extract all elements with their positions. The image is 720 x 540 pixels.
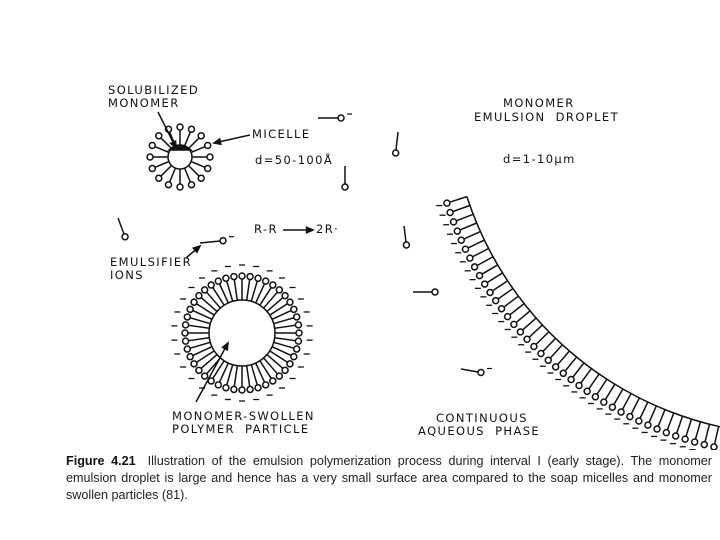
particle-surfactant-head <box>270 282 276 288</box>
droplet-surfactant-tail <box>504 296 518 307</box>
droplet-surfactant-head <box>487 289 493 295</box>
particle-surfactant-tail <box>207 292 221 308</box>
droplet-surfactant-tail <box>667 413 673 430</box>
free-emulsifier-head <box>220 238 226 244</box>
particle-surfactant-tail <box>274 318 294 324</box>
particle-surfactant-head <box>215 278 221 284</box>
particle-surfactant-tail <box>274 342 294 348</box>
particle-surfactant-head <box>208 282 214 288</box>
micelle-surfactant-tail <box>170 168 176 182</box>
droplet-surfactant-head <box>654 426 660 432</box>
droplet-surfactant-tail <box>477 257 493 266</box>
caption-text: Illustration of the emulsion polymerization process during interval I (early stage). The monomer emulsion droplet is large and hence has a very small surface area compared to the soap micelles and monomer swollen particles (81). <box>66 454 712 502</box>
particle-surfactant-tail <box>264 292 278 308</box>
droplet-surfactant-tail <box>581 369 592 384</box>
droplet-surfactant-tail <box>453 205 470 211</box>
droplet-surfactant-head <box>467 255 473 261</box>
droplet-surfactant-tail <box>516 311 530 323</box>
particle-surfactant-tail <box>190 342 210 348</box>
droplet-surfactant-head <box>444 200 450 206</box>
polymer-particle-label-line1: MONOMER-SWOLLEN <box>172 409 315 423</box>
droplet-surfactant-head <box>538 350 544 356</box>
free-emulsifier-head <box>338 115 344 121</box>
droplet-surfactant-head <box>462 246 468 252</box>
droplet-surfactant-head <box>584 388 590 394</box>
micelle-surfactant-head <box>147 154 153 160</box>
micelle-surfactant-head <box>166 182 172 188</box>
free-emulsifier-tail <box>200 241 220 243</box>
droplet-surfactant-head <box>458 237 464 243</box>
droplet-surfactant-head <box>636 418 642 424</box>
droplet-surfactant-tail <box>464 232 480 239</box>
droplet-surfactant-head <box>447 210 453 216</box>
particle-surfactant-tail <box>251 281 257 301</box>
particle-surfactant-head <box>294 346 300 352</box>
particle-surfactant-tail <box>267 298 283 312</box>
particle-surfactant-tail <box>190 318 210 324</box>
micelle-size-label: d=50-100Å <box>255 153 334 167</box>
free-emulsifier-tail <box>396 132 398 150</box>
emulsifier-ions-label-line2: IONS <box>110 268 144 282</box>
micelle-surfactant-tail <box>191 147 205 153</box>
droplet-surfactant-head <box>511 321 517 327</box>
free-emulsifier-head <box>342 184 348 190</box>
particle-surfactant-head <box>223 275 229 281</box>
solubilized-monomer-label-line1: SOLUBILIZED <box>108 83 200 97</box>
particle-surfactant-head <box>182 330 188 336</box>
particle-surfactant-tail <box>275 325 296 328</box>
droplet-surfactant-head <box>505 314 511 320</box>
monomer-swollen-polymer-particle <box>171 265 312 401</box>
particle-surfactant-head <box>263 278 269 284</box>
particle-surfactant-head <box>231 274 237 280</box>
micelle-surfactant-tail <box>185 168 191 182</box>
droplet-surfactant-tail <box>677 416 683 433</box>
polymer-particle-label-line2: POLYMER PARTICLE <box>172 422 310 436</box>
micelle-surfactant-head <box>198 175 204 181</box>
particle-surfactant-head <box>291 306 297 312</box>
micelle-surfactant-head <box>149 165 155 171</box>
particle-surfactant-head <box>223 385 229 391</box>
reaction-product-label: 2R· <box>316 222 340 236</box>
droplet-surfactant-tail <box>623 394 632 410</box>
free-emulsifier-head <box>478 370 484 376</box>
aqueous-phase-label-line2: AQUEOUS PHASE <box>418 424 541 438</box>
particle-surfactant-head <box>295 322 301 328</box>
droplet-surfactant-head <box>568 377 574 383</box>
droplet-surfactant-tail <box>456 214 473 220</box>
droplet-label-line2: EMULSION DROPLET <box>474 110 619 124</box>
micelle-surfactant-tail <box>185 132 191 146</box>
free-emulsifier-tail <box>118 218 124 234</box>
particle-surfactant-head <box>184 346 190 352</box>
particle-surfactant-head <box>183 338 189 344</box>
particle-surfactant-head <box>196 367 202 373</box>
droplet-surfactant-tail <box>523 318 537 330</box>
particle-surfactant-tail <box>227 281 233 301</box>
particle-surfactant-head <box>239 273 245 279</box>
droplet-surfactant-tail <box>696 422 701 439</box>
particle-surfactant-head <box>263 382 269 388</box>
particle-surfactant-head <box>191 299 197 305</box>
micelle-surfactant-head <box>149 143 155 149</box>
droplet-surfactant-head <box>477 273 483 279</box>
figure-caption <box>66 453 712 504</box>
droplet-surfactant-tail <box>705 424 709 441</box>
droplet-surfactant-head <box>493 298 499 304</box>
droplet-surfactant-head <box>618 409 624 415</box>
droplet-surfactant-head <box>560 370 566 376</box>
micelle-surfactant-head <box>198 133 204 139</box>
particle-surfactant-tail <box>275 338 296 341</box>
particle-core <box>209 300 275 366</box>
droplet-surfactant-tail <box>550 345 562 358</box>
particle-surfactant-head <box>247 386 253 392</box>
particle-surfactant-head <box>196 293 202 299</box>
micelle-surfactant-tail <box>155 147 169 153</box>
micelle-surfactant-tail <box>188 165 199 176</box>
particle-surfactant-tail <box>234 280 237 301</box>
micelle-label: MICELLE <box>252 127 311 141</box>
free-emulsifier-tail <box>404 226 406 242</box>
droplet-surfactant-tail <box>686 419 691 436</box>
polymer-particle-pointer-head <box>223 343 228 350</box>
particle-surfactant-head <box>202 287 208 293</box>
particle-surfactant-head <box>202 373 208 379</box>
free-emulsifier-head <box>403 242 409 248</box>
droplet-surfactant-head <box>517 329 523 335</box>
particle-surfactant-head <box>291 354 297 360</box>
micelle-pointer-head <box>214 139 221 144</box>
droplet-surfactant-head <box>673 433 679 439</box>
droplet-surfactant-tail <box>460 223 477 230</box>
droplet-surfactant-head <box>592 394 598 400</box>
droplet-surfactant-tail <box>565 357 576 371</box>
droplet-label-line1: MONOMER <box>503 96 575 110</box>
particle-surfactant-head <box>183 322 189 328</box>
particle-surfactant-tail <box>234 366 237 387</box>
particle-surfactant-head <box>231 386 237 392</box>
droplet-surfactant-head <box>451 219 457 225</box>
droplet-surfactant-tail <box>715 426 719 444</box>
droplet-surfactant-head <box>601 399 607 405</box>
droplet-size-label: d=1-10μm <box>503 152 576 166</box>
particle-surfactant-head <box>187 306 193 312</box>
solubilized-monomer-label-line2: MONOMER <box>108 96 180 110</box>
particle-surfactant-tail <box>189 325 210 328</box>
particle-surfactant-head <box>294 314 300 320</box>
free-emulsifier-head <box>393 150 399 156</box>
droplet-surfactant-head <box>627 414 633 420</box>
droplet-surfactant-tail <box>536 332 549 345</box>
particle-surfactant-tail <box>251 365 257 385</box>
particle-surfactant-head <box>187 354 193 360</box>
droplet-surfactant-tail <box>510 304 524 315</box>
micelle-surfactant-head <box>205 165 211 171</box>
droplet-surfactant-tail <box>589 374 599 389</box>
micelle-surfactant-head <box>177 124 183 130</box>
particle-surfactant-tail <box>264 358 278 374</box>
free-emulsifier-tail <box>461 369 478 372</box>
droplet-surfactant-head <box>711 444 717 450</box>
particle-surfactant-tail <box>189 338 210 341</box>
droplet-surfactant-tail <box>543 338 555 351</box>
particle-surfactant-head <box>255 275 261 281</box>
droplet-surfactant-head <box>531 343 537 349</box>
particle-surfactant-head <box>191 361 197 367</box>
aqueous-phase-label-line1: CONTINUOUS <box>436 411 528 425</box>
droplet-surfactant-tail <box>468 240 484 248</box>
micelle <box>147 124 213 190</box>
droplet-surfactant-head <box>576 382 582 388</box>
particle-surfactant-tail <box>247 280 250 301</box>
particle-surfactant-head <box>276 287 282 293</box>
particle-surfactant-head <box>270 378 276 384</box>
droplet-surfactant-head <box>645 422 651 428</box>
droplet-surfactant-head <box>545 357 551 363</box>
droplet-surfactant-tail <box>558 351 570 365</box>
droplet-surfactant-head <box>663 430 669 436</box>
droplet-surfactant-tail <box>631 398 639 414</box>
droplet-surfactant-tail <box>529 325 542 337</box>
micelle-surfactant-head <box>188 182 194 188</box>
droplet-surfactant-tail <box>640 402 648 418</box>
particle-surfactant-head <box>287 299 293 305</box>
micelle-surfactant-tail <box>155 162 169 168</box>
micelle-surfactant-tail <box>188 138 199 149</box>
particle-surfactant-tail <box>227 365 233 385</box>
micelle-surfactant-head <box>156 175 162 181</box>
particle-surfactant-head <box>287 361 293 367</box>
micelle-surfactant-head <box>177 184 183 190</box>
particle-surfactant-head <box>282 293 288 299</box>
micelle-surfactant-head <box>188 126 194 132</box>
droplet-surfactant-tail <box>473 248 489 256</box>
droplet-surfactant-tail <box>482 265 498 274</box>
particle-surfactant-tail <box>201 298 217 312</box>
particle-surfactant-head <box>239 387 245 393</box>
particle-surfactant-head <box>184 314 190 320</box>
particle-surfactant-head <box>247 274 253 280</box>
particle-surfactant-tail <box>247 366 250 387</box>
droplet-surfactant-tail <box>493 281 508 291</box>
free-emulsifier-head <box>122 234 128 240</box>
droplet-surfactant-head <box>454 228 460 234</box>
droplet-surfactant-tail <box>605 384 614 399</box>
droplet-surfactant-head <box>609 404 615 410</box>
free-emulsifier-head <box>432 289 438 295</box>
droplet-surfactant-head <box>701 442 707 448</box>
reaction-arrow-head <box>307 227 313 232</box>
droplet-surfactant-head <box>524 336 530 342</box>
droplet-surfactant-head <box>553 364 559 370</box>
droplet-surfactant-tail <box>487 273 502 283</box>
droplet-surfactant-tail <box>573 363 584 377</box>
particle-surfactant-head <box>255 385 261 391</box>
micelle-surfactant-tail <box>191 162 205 168</box>
droplet-surfactant-tail <box>498 289 513 299</box>
droplet-surfactant-head <box>692 439 698 445</box>
figure-number: Figure 4.21 <box>66 454 136 468</box>
particle-surfactant-head <box>215 382 221 388</box>
particle-surfactant-head <box>296 330 302 336</box>
particle-surfactant-head <box>295 338 301 344</box>
micelle-surfactant-tail <box>161 165 172 176</box>
emulsifier-ions-label-line1: EMULSIFIER <box>110 255 192 269</box>
droplet-surfactant-head <box>482 281 488 287</box>
particle-surfactant-head <box>276 373 282 379</box>
droplet-surfactant-tail <box>649 406 656 422</box>
droplet-surfactant-head <box>499 306 505 312</box>
particle-surfactant-head <box>282 367 288 373</box>
micelle-surfactant-head <box>207 154 213 160</box>
particle-surfactant-tail <box>267 355 283 369</box>
droplet-surfactant-tail <box>658 410 665 427</box>
droplet-surfactant-tail <box>597 379 607 394</box>
droplet-surfactant-head <box>682 436 688 442</box>
droplet-surfactant-tail <box>614 389 623 405</box>
droplet-surfactant-head <box>472 264 478 270</box>
micelle-surfactant-head <box>156 133 162 139</box>
micelle-surfactant-head <box>205 143 211 149</box>
reaction-reactant-label: R-R <box>254 222 278 236</box>
droplet-surfactant-tail <box>450 197 467 203</box>
